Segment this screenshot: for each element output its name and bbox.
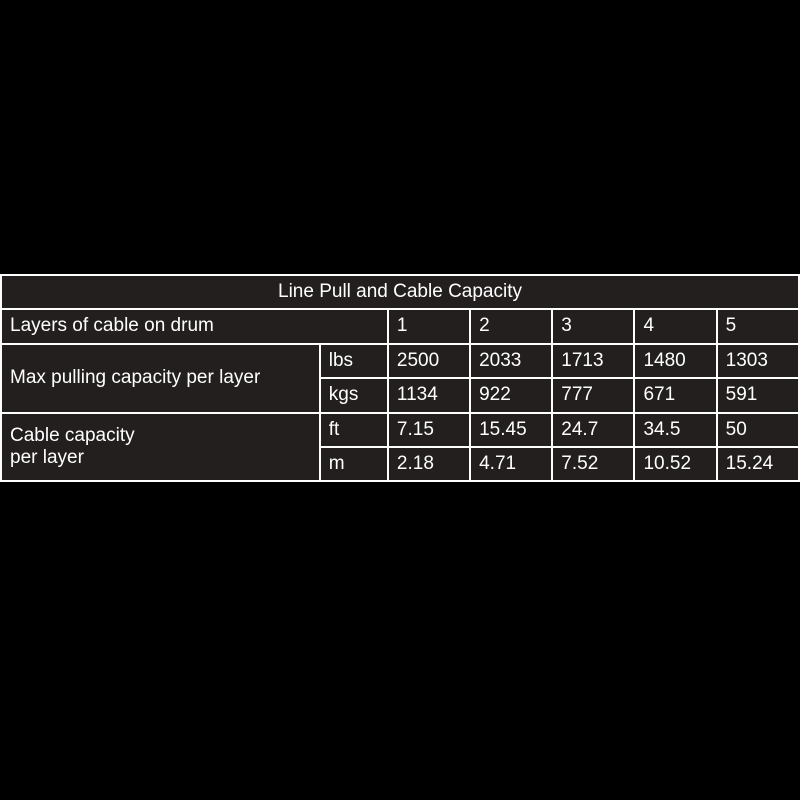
- max-pull-lbs-2: 2033: [470, 344, 552, 378]
- layers-label: Layers of cable on drum: [1, 309, 388, 343]
- max-pulling-capacity-label-line1: Max pulling capacity per: [10, 367, 214, 389]
- layer-header-1: 1: [388, 309, 470, 343]
- table-row: [1, 413, 799, 447]
- layer-header-4: 4: [634, 309, 716, 343]
- cable-capacity-ft-4: 34.5: [634, 413, 716, 447]
- max-pull-lbs-5: 1303: [717, 344, 799, 378]
- line-pull-cable-capacity-table: [0, 274, 800, 482]
- max-pulling-capacity-label: [1, 344, 320, 413]
- max-pull-kgs-3: 777: [552, 378, 634, 412]
- max-pull-kgs-4: 671: [634, 378, 716, 412]
- cable-capacity-label-line2: per layer: [10, 447, 84, 469]
- cable-capacity-label-line1: Cable capacity: [10, 424, 135, 446]
- table-header-row: [1, 309, 799, 343]
- cable-capacity-ft-1: 7.15: [388, 413, 470, 447]
- table-row: [1, 344, 799, 378]
- unit-m: m: [320, 447, 388, 481]
- cable-capacity-m-4: 10.52: [634, 447, 716, 481]
- layer-header-5: 5: [717, 309, 799, 343]
- max-pull-lbs-4: 1480: [634, 344, 716, 378]
- capacity-table-container: [0, 274, 800, 482]
- max-pulling-capacity-label-line2: layer: [219, 367, 261, 389]
- cable-capacity-ft-2: 15.45: [470, 413, 552, 447]
- table-title-row: [1, 275, 799, 309]
- max-pull-kgs-5: 591: [717, 378, 799, 412]
- table-title: Line Pull and Cable Capacity: [1, 275, 799, 309]
- layer-header-2: 2: [470, 309, 552, 343]
- unit-kgs: kgs: [320, 378, 388, 412]
- cable-capacity-m-5: 15.24: [717, 447, 799, 481]
- max-pull-lbs-1: 2500: [388, 344, 470, 378]
- cable-capacity-ft-5: 50: [717, 413, 799, 447]
- max-pull-lbs-3: 1713: [552, 344, 634, 378]
- cable-capacity-m-1: 2.18: [388, 447, 470, 481]
- max-pull-kgs-2: 922: [470, 378, 552, 412]
- layer-header-3: 3: [552, 309, 634, 343]
- cable-capacity-m-3: 7.52: [552, 447, 634, 481]
- cable-capacity-label: [1, 413, 320, 482]
- cable-capacity-ft-3: 24.7: [552, 413, 634, 447]
- max-pull-kgs-1: 1134: [388, 378, 470, 412]
- cable-capacity-m-2: 4.71: [470, 447, 552, 481]
- unit-lbs: lbs: [320, 344, 388, 378]
- unit-ft: ft: [320, 413, 388, 447]
